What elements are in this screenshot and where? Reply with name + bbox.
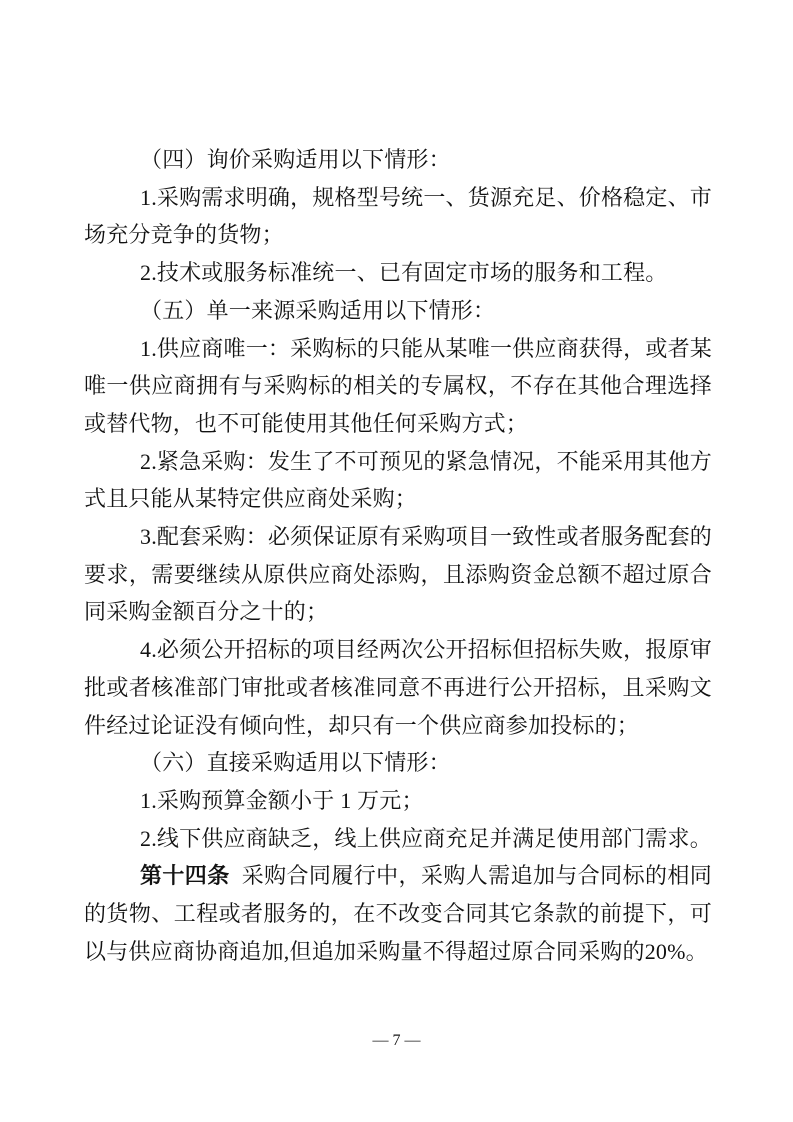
article-number: 第十四条: [140, 863, 230, 889]
paragraph: 1.采购预算金额小于 1 万元；: [140, 787, 424, 813]
paragraph: 1.供应商唯一：采购标的只能从某唯一供应商获得，或者某唯一供应商拥有与采购标的相关的专属权，不存在其他合理选择或替代物，也不可能使用其他任何采购方式；: [84, 335, 712, 436]
paragraph: 2.技术或服务标准统一、已有固定市场的服务和工程。: [140, 260, 668, 286]
paragraph: 4.必须公开招标的项目经两次公开招标但招标失败，报原审批或者核准部门审批或者核准同意不再进行公开招标，且采购文件经过论证没有倾向性，却只有一个供应商参加投标的；: [84, 637, 712, 738]
paragraph: 3.配套采购：必须保证原有采购项目一致性或者服务配套的要求，需要继续从原供应商处添购，且添购资金总额不超过原合同采购金额百分之十的；: [84, 524, 712, 625]
page-footer: [0, 1031, 793, 1051]
paragraph-article-14: [84, 857, 712, 970]
paragraph-item-5-heading: （五）单一来源采购适用以下情形：: [140, 297, 496, 323]
paragraph-item-4-heading: （四）询价采购适用以下情形：: [140, 147, 451, 172]
document-body: [84, 141, 712, 970]
paragraph-item-6-heading: （六）直接采购适用以下情形：: [140, 750, 451, 776]
paragraph: 2.线下供应商缺乏，线上供应商充足并满足使用部门需求。: [140, 825, 712, 851]
page-number: — 7 —: [372, 1032, 421, 1049]
article-text: 采购合同履行中，采购人需追加与合同标的相同的货物、工程或者服务的，在不改变合同其它条款的前提下，可以与供应商协商追加,但追加采购量不得超过原合同采购的20%。: [84, 863, 712, 964]
paragraph: 1.采购需求明确，规格型号统一、货源充足、价格稳定、市场充分竞争的货物；: [84, 184, 712, 248]
paragraph: 2.紧急采购：发生了不可预见的紧急情况，不能采用其他方式且只能从某特定供应商处采购；: [84, 448, 712, 512]
